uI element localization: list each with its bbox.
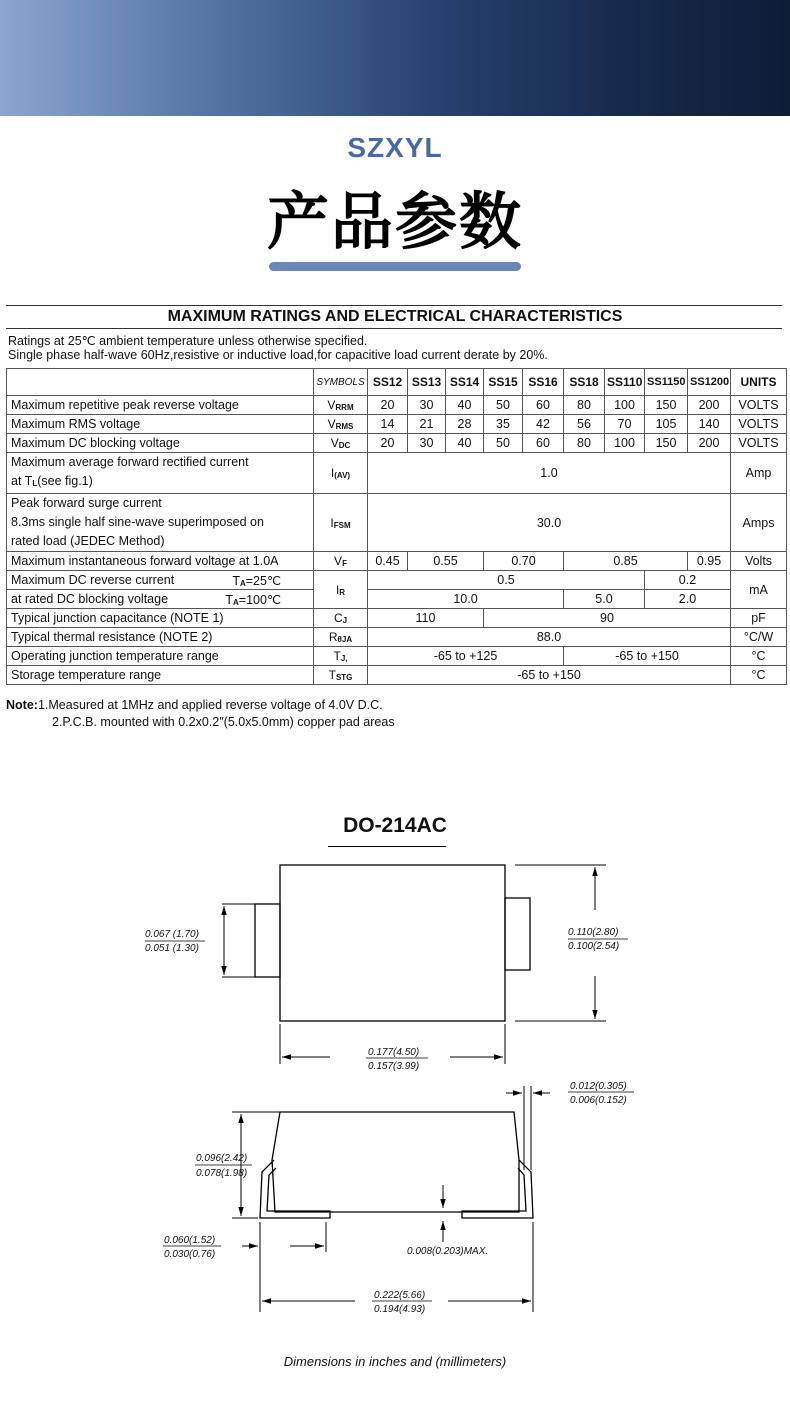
symbol-cell: [314, 415, 368, 434]
param-line: rated load (JEDEC Method): [11, 534, 165, 548]
symbol: T: [328, 668, 336, 682]
dim-overall-min: 0.194(4.93): [374, 1304, 426, 1315]
dim-foot-max: 0.060(1.52): [164, 1235, 216, 1246]
param-label: Operating junction temperature range: [7, 647, 314, 666]
model-header: SS12: [368, 369, 408, 396]
dim-standoff: 0.008(0.203)MAX.: [407, 1246, 489, 1257]
package-drawing: [0, 850, 790, 1350]
param-label: Typical thermal resistance (NOTE 2): [7, 628, 314, 647]
param-label: Maximum repetitive peak reverse voltage: [7, 396, 314, 415]
param-line: [11, 472, 311, 493]
cond-text: =25℃: [245, 573, 281, 588]
table-row: [7, 666, 787, 685]
value-cell: 80: [564, 396, 605, 415]
title-underline: [269, 262, 521, 271]
model-header: SS1150: [645, 369, 688, 396]
unit-cell: °C/W: [731, 628, 787, 647]
symbol: C: [333, 611, 343, 625]
condition: [232, 573, 281, 588]
dim-lead-height-max: 0.067 (1.70): [145, 929, 199, 940]
value-cell: -65 to +150: [564, 647, 731, 666]
table-row: [7, 415, 787, 434]
units-header: UNITS: [731, 369, 787, 396]
value-cell: 40: [446, 396, 484, 415]
symbol-sub: RRM: [335, 403, 354, 412]
note-label: Note:: [6, 698, 38, 712]
cond-text: T: [232, 573, 240, 588]
package-title: DO-214AC: [343, 814, 447, 837]
value-cell: 30.0: [368, 494, 731, 552]
value-cell: 0.5: [368, 571, 645, 590]
value-cell: 0.70: [484, 552, 564, 571]
value-cell: 0.85: [564, 552, 688, 571]
model-header: SS15: [484, 369, 523, 396]
symbol: R: [328, 630, 338, 644]
symbol-sub: J,: [340, 654, 348, 663]
unit-cell: °C: [731, 666, 787, 685]
symbol-cell: [314, 434, 368, 453]
unit-cell: Amp: [731, 453, 787, 494]
value-cell: 30: [408, 396, 446, 415]
symbol-sub: F: [342, 559, 347, 568]
symbol-sub: DC: [338, 441, 351, 450]
symbol-sub: R: [339, 587, 346, 597]
model-header: SS13: [408, 369, 446, 396]
top-rule: [6, 305, 782, 306]
value-cell: 30: [408, 434, 446, 453]
notes: [6, 697, 395, 731]
value-cell: 105: [645, 415, 688, 434]
param-label: Maximum RMS voltage: [7, 415, 314, 434]
dim-body-height-max: 0.110(2.80): [568, 927, 619, 938]
table-header-row: [7, 369, 787, 396]
param-label: [7, 494, 314, 552]
value-cell: 150: [645, 434, 688, 453]
param-label: [7, 453, 314, 494]
param-text: at T: [11, 474, 33, 488]
symbol: V: [327, 398, 336, 412]
symbol: V: [334, 554, 343, 568]
symbol-sub: STG: [335, 673, 353, 682]
model-header: SS110: [605, 369, 645, 396]
param-line: Maximum average forward rectified current: [11, 455, 249, 469]
package-title-underline: [328, 846, 446, 847]
symbol-cell: [314, 628, 368, 647]
spec-heading: MAXIMUM RATINGS AND ELECTRICAL CHARACTERISTICS: [167, 308, 623, 325]
unit-cell: °C: [731, 647, 787, 666]
symbol-cell: [314, 494, 368, 552]
table-row: [7, 590, 787, 609]
brand-name: SZXYL: [347, 132, 443, 163]
symbol: V: [330, 436, 339, 450]
model-header: SS1200: [688, 369, 731, 396]
unit-cell: VOLTS: [731, 434, 787, 453]
value-cell: 42: [523, 415, 564, 434]
table-row: [7, 647, 787, 666]
unit-cell: VOLTS: [731, 415, 787, 434]
value-cell: 50: [484, 396, 523, 415]
param-sub: L: [32, 479, 38, 488]
note-text: 1.Measured at 1MHz and applied reverse voltage of 4.0V D.C.: [37, 698, 383, 712]
value-cell: -65 to +125: [368, 647, 564, 666]
symbol-sub: RMS: [335, 422, 354, 431]
symbol-sub: (AV): [334, 471, 351, 480]
condition: [225, 592, 281, 607]
model-header: SS18: [564, 369, 605, 396]
dim-body-width-max: 0.177(4.50): [368, 1047, 420, 1058]
dim-body-width-min: 0.157(3.99): [368, 1061, 420, 1072]
value-cell: 50: [484, 434, 523, 453]
value-cell: 40: [446, 434, 484, 453]
value-cell: 0.45: [368, 552, 408, 571]
param-label: [7, 590, 314, 609]
left-gull-lead: [260, 1160, 330, 1218]
page-title: 产品参数: [266, 185, 523, 258]
symbol: T: [333, 649, 341, 663]
symbol-cell: [314, 609, 368, 628]
value-cell: 1.0: [368, 453, 731, 494]
dim-height-min: 0.078(1.98): [196, 1168, 248, 1179]
unit-cell: Volts: [731, 552, 787, 571]
param-line: Peak forward surge current: [11, 496, 162, 510]
symbol-cell: [314, 396, 368, 415]
value-cell: 200: [688, 434, 731, 453]
symbol-cell: [314, 552, 368, 571]
symbol: I: [335, 582, 340, 597]
value-cell: 60: [523, 434, 564, 453]
table-row: [7, 453, 787, 494]
param-text: Maximum DC reverse current: [11, 572, 175, 587]
value-cell: 14: [368, 415, 408, 434]
symbol-sub: FSM: [333, 520, 351, 530]
note-line: [6, 697, 395, 714]
dim-lead-thickness-min: 0.006(0.152): [570, 1095, 627, 1106]
dim-overall-max: 0.222(5.66): [374, 1290, 426, 1301]
cond-text: =100℃: [238, 592, 281, 607]
value-cell: 5.0: [564, 590, 645, 609]
value-cell: 80: [564, 434, 605, 453]
symbol: I: [330, 466, 335, 480]
model-header: SS14: [446, 369, 484, 396]
unit-cell: Amps: [731, 494, 787, 552]
table-row: [7, 571, 787, 590]
param-line: 8.3ms single half sine-wave superimposed on: [11, 515, 264, 529]
value-cell: 90: [484, 609, 731, 628]
right-gull-lead: [462, 1160, 533, 1218]
unit-cell: mA: [731, 571, 787, 609]
cond-text: T: [225, 592, 234, 607]
rating-note-2: Single phase half-wave 60Hz,resistive or inductive load,for capacitive load current derate by 20%.: [8, 348, 548, 362]
value-cell: 28: [446, 415, 484, 434]
param-label: Maximum instantaneous forward voltage at 1.0A: [7, 552, 314, 571]
value-cell: 10.0: [368, 590, 564, 609]
symbol-cell: [314, 571, 368, 609]
value-cell: 140: [688, 415, 731, 434]
value-cell: 2.0: [645, 590, 731, 609]
value-cell: 0.55: [408, 552, 484, 571]
value-cell: 35: [484, 415, 523, 434]
table-row: [7, 552, 787, 571]
param-label: Storage temperature range: [7, 666, 314, 685]
spec-table: [6, 368, 787, 685]
value-cell: 60: [523, 396, 564, 415]
value-cell: 110: [368, 609, 484, 628]
note-text: 2.P.C.B. mounted with 0.2x0.2″(5.0x5.0mm) copper pad areas: [52, 715, 395, 729]
table-row: [7, 396, 787, 415]
symbol-sub: J: [342, 616, 348, 625]
value-cell: 100: [605, 396, 645, 415]
dim-body-height-min: 0.100(2.54): [568, 941, 620, 952]
value-cell: 56: [564, 415, 605, 434]
value-cell: 100: [605, 434, 645, 453]
symbol-cell: [314, 647, 368, 666]
symbol-cell: [314, 666, 368, 685]
table-row: [7, 609, 787, 628]
model-header: SS16: [523, 369, 564, 396]
heading-rule: [6, 328, 782, 329]
dim-lead-thickness-max: 0.012(0.305): [570, 1081, 627, 1092]
value-cell: -65 to +150: [368, 666, 731, 685]
value-cell: 20: [368, 396, 408, 415]
dim-foot-min: 0.030(0.76): [164, 1249, 216, 1260]
cond-sub: A: [233, 597, 239, 607]
symbol-cell: [314, 453, 368, 494]
param-label: Typical junction capacitance (NOTE 1): [7, 609, 314, 628]
body-outline: [280, 865, 505, 1021]
symbol: I: [330, 515, 334, 530]
symbol-sub: θJA: [337, 635, 353, 644]
rating-note-1: Ratings at 25℃ ambient temperature unless otherwise specified.: [8, 334, 368, 348]
dim-height-max: 0.096(2.42): [196, 1153, 248, 1164]
value-cell: 200: [688, 396, 731, 415]
unit-cell: VOLTS: [731, 396, 787, 415]
param-text: (see fig.1): [37, 474, 93, 488]
param-label: [7, 571, 314, 590]
value-cell: 0.95: [688, 552, 731, 571]
symbols-header: SYMBOLS: [314, 369, 368, 396]
value-cell: 88.0: [368, 628, 731, 647]
unit-cell: pF: [731, 609, 787, 628]
symbol: V: [327, 417, 336, 431]
param-text: at rated DC blocking voltage: [11, 591, 169, 606]
value-cell: 150: [645, 396, 688, 415]
table-row: [7, 628, 787, 647]
side-body: [272, 1112, 519, 1212]
value-cell: 70: [605, 415, 645, 434]
header-blank: [7, 369, 314, 396]
dim-lead-height-min: 0.051 (1.30): [145, 943, 199, 954]
table-row: [7, 494, 787, 552]
left-lead: [255, 904, 280, 977]
header-banner: [0, 0, 790, 116]
cond-sub: A: [239, 578, 246, 588]
table-row: [7, 434, 787, 453]
value-cell: 20: [368, 434, 408, 453]
value-cell: 0.2: [645, 571, 731, 590]
param-label: Maximum DC blocking voltage: [7, 434, 314, 453]
right-lead: [505, 898, 530, 970]
dimensions-caption: Dimensions in inches and (millimeters): [283, 1354, 507, 1369]
value-cell: 21: [408, 415, 446, 434]
